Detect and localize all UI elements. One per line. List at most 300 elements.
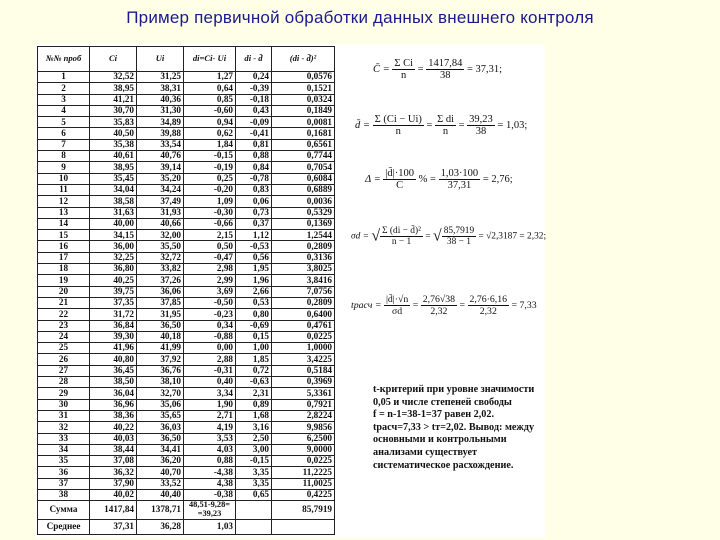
- cell-sq: 9,0000: [272, 444, 335, 455]
- cell-num: 17: [38, 252, 90, 263]
- note-line: tрасч=7,33 > tт=2,02. Вывод: между: [373, 421, 535, 433]
- table-row: [38, 94, 335, 105]
- cell-ui: 35,06: [137, 399, 184, 410]
- sum-label: Сумма: [38, 501, 90, 520]
- cell-dev: 0,56: [236, 252, 272, 263]
- delta-den-val: 37,31: [447, 180, 472, 191]
- header-sq: (di - d̄)²: [272, 47, 335, 72]
- cell-dev: 3,16: [236, 422, 272, 433]
- cell-sq: 0,1681: [272, 128, 335, 139]
- table-row: [38, 286, 335, 297]
- scanned-sheet: [35, 44, 545, 538]
- sigma-result: = √2,3187 = 2,32;: [478, 231, 547, 242]
- cell-ui: 41,99: [137, 343, 184, 354]
- t-num: |d̄|·√n: [385, 294, 409, 305]
- cell-num: 31: [38, 410, 90, 421]
- cell-dev: 0,89: [236, 399, 272, 410]
- cell-dev: -0,18: [236, 94, 272, 105]
- cell-ci: 36,84: [90, 320, 137, 331]
- cell-num: 25: [38, 343, 90, 354]
- table-row: [38, 162, 335, 173]
- cell-ui: 38,31: [137, 83, 184, 94]
- cell-sq: 3,8416: [272, 275, 335, 286]
- cell-num: 33: [38, 433, 90, 444]
- cell-dev: 0,83: [236, 184, 272, 195]
- cell-sq: 0,2809: [272, 297, 335, 308]
- table-row: [38, 196, 335, 207]
- cell-ui: 40,76: [137, 151, 184, 162]
- cell-num: 13: [38, 207, 90, 218]
- mean-ui: 36,28: [137, 519, 184, 534]
- c-mean-num: Σ Ci: [394, 58, 414, 69]
- cell-sq: 0,0081: [272, 117, 335, 128]
- sum-ui: 1378,71: [137, 501, 184, 520]
- table-row: [38, 388, 335, 399]
- cell-ci: 37,90: [90, 478, 137, 489]
- cell-num: 19: [38, 275, 90, 286]
- d-mean-mid: =: [426, 119, 433, 131]
- cell-num: 4: [38, 105, 90, 116]
- cell-num: 3: [38, 94, 90, 105]
- cell-ui: 38,10: [137, 377, 184, 388]
- table-row: [38, 117, 335, 128]
- cell-num: 5: [38, 117, 90, 128]
- cell-sq: 0,2809: [272, 241, 335, 252]
- cell-sq: 0,0576: [272, 72, 335, 83]
- cell-ui: 35,50: [137, 241, 184, 252]
- cell-di: 3,69: [184, 286, 236, 297]
- cell-dev: 1,96: [236, 275, 272, 286]
- cell-dev: 0,84: [236, 162, 272, 173]
- cell-ui: 39,88: [137, 128, 184, 139]
- cell-di: 1,27: [184, 72, 236, 83]
- header-num: №№ проб: [38, 47, 90, 72]
- sigma-lhs: σd =: [351, 231, 369, 242]
- cell-ci: 36,45: [90, 365, 137, 376]
- table-row: [38, 105, 335, 116]
- header-ci: Ci: [90, 47, 137, 72]
- cell-ci: 38,95: [90, 83, 137, 94]
- t-val-frac2: [468, 294, 510, 317]
- delta-lhs: Δ =: [365, 173, 381, 185]
- cell-sq: 0,1849: [272, 105, 335, 116]
- cell-ui: 36,50: [137, 320, 184, 331]
- cell-dev: 3,35: [236, 478, 272, 489]
- cell-ci: 31,63: [90, 207, 137, 218]
- sum-sq: 85,7919: [272, 501, 335, 520]
- cell-di: 3,34: [184, 388, 236, 399]
- cell-di: -0,31: [184, 365, 236, 376]
- delta-den: C̄: [396, 180, 404, 191]
- table-row: [38, 264, 335, 275]
- table-header-row: [38, 47, 335, 72]
- c-mean-frac: [392, 58, 415, 81]
- cell-ui: 31,25: [137, 72, 184, 83]
- cell-ci: 37,08: [90, 456, 137, 467]
- cell-sq: 1,2544: [272, 230, 335, 241]
- note-line: t-критерий при уровне значимости: [373, 384, 535, 395]
- cell-ci: 40,50: [90, 128, 137, 139]
- t-den-val2: 2,32: [479, 306, 497, 317]
- table-row: [38, 433, 335, 444]
- cell-di: -0,60: [184, 105, 236, 116]
- mean-di: 1,03: [184, 519, 236, 534]
- cell-num: 18: [38, 264, 90, 275]
- table-row: [38, 184, 335, 195]
- cell-num: 26: [38, 354, 90, 365]
- cell-num: 10: [38, 173, 90, 184]
- cell-ui: 34,24: [137, 184, 184, 195]
- cell-ui: 32,72: [137, 252, 184, 263]
- cell-di: -0,50: [184, 297, 236, 308]
- cell-di: 0,40: [184, 377, 236, 388]
- delta-result: = 2,76;: [482, 173, 513, 185]
- formula-d-mean: d̄ = $\frac{\Sigma (Ci - Ui)}{n}$ = $\frac{\text{Σ di}}{n}$ = $\frac{39,23}{38}$ = 1,03;: [355, 114, 528, 137]
- page-title: Пример первичной обработки данных внешнего контроля: [126, 8, 594, 27]
- cell-ci: 35,45: [90, 173, 137, 184]
- table-row: [38, 297, 335, 308]
- cell-dev: -0,39: [236, 83, 272, 94]
- cell-sq: 11,2225: [272, 467, 335, 478]
- d-mean-den-val: 38: [475, 126, 487, 137]
- cell-dev: 1,12: [236, 230, 272, 241]
- cell-sq: 0,5329: [272, 207, 335, 218]
- formula-c-mean: C̄ = $\frac{\text{Σ Ci}}{n}$ = $\frac{1417,84}{38}$ = 37,31;: [373, 58, 503, 81]
- cell-ci: 41,21: [90, 94, 137, 105]
- table-row: [38, 354, 335, 365]
- cell-ui: 34,89: [137, 117, 184, 128]
- cell-ci: 39,30: [90, 331, 137, 342]
- table-row: [38, 275, 335, 286]
- cell-ci: 40,00: [90, 218, 137, 229]
- cell-dev: 2,50: [236, 433, 272, 444]
- cell-ui: 36,03: [137, 422, 184, 433]
- cell-di: -0,38: [184, 489, 236, 500]
- cell-ci: 39,75: [90, 286, 137, 297]
- table-row: [38, 331, 335, 342]
- cell-ui: 40,70: [137, 467, 184, 478]
- table-row: [38, 218, 335, 229]
- c-mean-den-val: 38: [440, 70, 451, 81]
- cell-num: 34: [38, 444, 90, 455]
- cell-ui: 36,20: [137, 456, 184, 467]
- table-row: [38, 467, 335, 478]
- cell-di: 0,34: [184, 320, 236, 331]
- cell-ci: 38,36: [90, 410, 137, 421]
- cell-sq: 0,6400: [272, 309, 335, 320]
- c-mean-num-val: 1417,84: [428, 58, 463, 69]
- header-ui: Ui: [137, 47, 184, 72]
- cell-ui: 37,92: [137, 354, 184, 365]
- t-den: σd: [392, 306, 403, 317]
- cell-ci: 38,95: [90, 162, 137, 173]
- cell-di: 4,38: [184, 478, 236, 489]
- cell-num: 11: [38, 184, 90, 195]
- d-mean-result: = 1,03;: [497, 119, 528, 131]
- cell-sq: 0,4225: [272, 489, 335, 500]
- d-mean-den: n: [395, 126, 401, 137]
- cell-dev: -0,78: [236, 173, 272, 184]
- cell-di: 1,84: [184, 139, 236, 150]
- table-row: [38, 399, 335, 410]
- sqrt-icon-2: √: [432, 227, 442, 245]
- sqrt-icon: √: [371, 227, 381, 245]
- cell-di: -0,15: [184, 151, 236, 162]
- cell-ui: 36,50: [137, 433, 184, 444]
- note-line: f = n-1=38-1=37 равен 2,02.: [373, 409, 495, 421]
- table-row: [38, 128, 335, 139]
- cell-dev: 0,06: [236, 196, 272, 207]
- cell-ci: 40,03: [90, 433, 137, 444]
- cell-ui: 40,18: [137, 331, 184, 342]
- c-mean-val-frac: [426, 58, 464, 81]
- table-row: [38, 139, 335, 150]
- table-row: [38, 230, 335, 241]
- cell-ui: 37,49: [137, 196, 184, 207]
- sigma-den: n − 1: [391, 237, 412, 247]
- cell-ui: 37,85: [137, 297, 184, 308]
- cell-sq: 0,3969: [272, 377, 335, 388]
- cell-di: 2,98: [184, 264, 236, 275]
- cell-ci: 38,44: [90, 444, 137, 455]
- cell-ci: 38,58: [90, 196, 137, 207]
- cell-num: 9: [38, 162, 90, 173]
- cell-di: -0,19: [184, 162, 236, 173]
- cell-di: 2,71: [184, 410, 236, 421]
- cell-dev: 1,95: [236, 264, 272, 275]
- cell-ui: 39,14: [137, 162, 184, 173]
- delta-mid: % =: [418, 173, 436, 185]
- sum-row: [38, 501, 335, 520]
- cell-ci: 37,35: [90, 297, 137, 308]
- cell-sq: 0,6561: [272, 139, 335, 150]
- table-row: [38, 320, 335, 331]
- cell-ci: 36,32: [90, 467, 137, 478]
- cell-ci: 36,80: [90, 264, 137, 275]
- cell-num: 7: [38, 139, 90, 150]
- cell-num: 30: [38, 399, 90, 410]
- cell-di: 0,50: [184, 241, 236, 252]
- cell-dev: -0,63: [236, 377, 272, 388]
- cell-ci: 36,04: [90, 388, 137, 399]
- cell-dev: 0,88: [236, 151, 272, 162]
- cell-ci: 34,15: [90, 230, 137, 241]
- cell-ci: 40,22: [90, 422, 137, 433]
- table-row: [38, 410, 335, 421]
- cell-dev: 2,31: [236, 388, 272, 399]
- cell-sq: 0,0324: [272, 94, 335, 105]
- d-mean-den2: n: [442, 126, 449, 137]
- cell-di: 0,94: [184, 117, 236, 128]
- cell-ui: 33,82: [137, 264, 184, 275]
- d-mean-lhs: d̄ =: [355, 119, 370, 131]
- cell-num: 12: [38, 196, 90, 207]
- cell-di: 0,62: [184, 128, 236, 139]
- cell-sq: 0,3136: [272, 252, 335, 263]
- cell-num: 32: [38, 422, 90, 433]
- cell-ci: 31,72: [90, 309, 137, 320]
- table-row: [38, 343, 335, 354]
- cell-sq: 0,1369: [272, 218, 335, 229]
- mean-label: Среднее: [38, 519, 90, 534]
- cell-di: 0,64: [184, 83, 236, 94]
- cell-di: 0,00: [184, 343, 236, 354]
- cell-ci: 40,80: [90, 354, 137, 365]
- sigma-num: Σ (di − d̄)²: [382, 226, 421, 236]
- cell-di: -0,66: [184, 218, 236, 229]
- cell-ci: 40,61: [90, 151, 137, 162]
- d-mean-num2: Σ di: [437, 114, 454, 125]
- table-row: [38, 173, 335, 184]
- formula-delta: [365, 168, 513, 191]
- cell-num: 36: [38, 467, 90, 478]
- cell-ui: 40,40: [137, 489, 184, 500]
- table-row: [38, 365, 335, 376]
- cell-di: 3,53: [184, 433, 236, 444]
- c-mean-result: = 37,31;: [466, 63, 503, 75]
- cell-num: 23: [38, 320, 90, 331]
- cell-sq: 0,6084: [272, 173, 335, 184]
- cell-di: -0,88: [184, 331, 236, 342]
- cell-dev: 3,35: [236, 467, 272, 478]
- cell-di: -0,20: [184, 184, 236, 195]
- delta-val-frac: [439, 168, 481, 191]
- cell-ci: 34,04: [90, 184, 137, 195]
- sigma-val-frac: [442, 226, 476, 247]
- cell-ci: 40,02: [90, 489, 137, 500]
- formula-sigma: σd = √ $\frac{\text{Σ (di − d̄)²}}{n - 1}$ = √ $\frac{85,7919}{38 - 1}$ = √2,3187 = 2,32;: [351, 226, 547, 247]
- cell-sq: 0,0225: [272, 456, 335, 467]
- cell-ui: 33,52: [137, 478, 184, 489]
- sigma-val-den: 38 − 1: [446, 237, 471, 247]
- cell-dev: 0,24: [236, 72, 272, 83]
- c-mean-den: n: [401, 70, 407, 81]
- note-line: 0,05 и числе степеней свободы: [373, 396, 512, 408]
- mean-sq: [272, 519, 335, 534]
- t-val-frac: [421, 294, 457, 317]
- table-row: [38, 151, 335, 162]
- cell-num: 21: [38, 297, 90, 308]
- cell-ui: 34,41: [137, 444, 184, 455]
- cell-ui: 35,20: [137, 173, 184, 184]
- t-lhs: tрасч =: [351, 299, 382, 311]
- cell-ci: 41,96: [90, 343, 137, 354]
- cell-sq: 0,0036: [272, 196, 335, 207]
- table-row: [38, 456, 335, 467]
- sum-ci: 1417,84: [90, 501, 137, 520]
- cell-di: -0,30: [184, 207, 236, 218]
- cell-ui: 36,06: [137, 286, 184, 297]
- cell-dev: 0,53: [236, 297, 272, 308]
- table-row: [38, 377, 335, 388]
- cell-num: 2: [38, 83, 90, 94]
- cell-dev: 0,80: [236, 309, 272, 320]
- cell-dev: -0,41: [236, 128, 272, 139]
- cell-dev: 3,00: [236, 444, 272, 455]
- cell-sq: 0,5184: [272, 365, 335, 376]
- cell-dev: 0,72: [236, 365, 272, 376]
- table-row: [38, 252, 335, 263]
- cell-sq: 6,2500: [272, 433, 335, 444]
- cell-ui: 40,66: [137, 218, 184, 229]
- mean-dev: [236, 519, 272, 534]
- delta-num-val: 1,03·100: [440, 168, 479, 179]
- cell-ui: 32,00: [137, 230, 184, 241]
- sum-di: 48,51-9,28= =39,23: [184, 501, 236, 520]
- c-mean-lhs: C̄ =: [373, 63, 390, 75]
- cell-sq: 0,7054: [272, 162, 335, 173]
- t-result: = 7,33: [511, 299, 537, 311]
- cell-dev: 2,66: [236, 286, 272, 297]
- cell-ui: 31,30: [137, 105, 184, 116]
- cell-di: 2,99: [184, 275, 236, 286]
- cell-dev: 0,43: [236, 105, 272, 116]
- cell-num: 16: [38, 241, 90, 252]
- cell-ci: 36,96: [90, 399, 137, 410]
- cell-ci: 35,83: [90, 117, 137, 128]
- table-row: [38, 478, 335, 489]
- note-line: анализами существует: [373, 446, 477, 458]
- header-di: di=Ci- Ui: [184, 47, 236, 72]
- cell-num: 28: [38, 377, 90, 388]
- cell-dev: 0,81: [236, 139, 272, 150]
- cell-di: 1,09: [184, 196, 236, 207]
- table-row: [38, 72, 335, 83]
- cell-ui: 37,26: [137, 275, 184, 286]
- t-num-val: 2,76√38: [422, 294, 456, 305]
- cell-sq: 2,8224: [272, 410, 335, 421]
- cell-ui: 31,93: [137, 207, 184, 218]
- cell-sq: 0,0225: [272, 331, 335, 342]
- cell-dev: -0,15: [236, 456, 272, 467]
- delta-num: |d̄|·100: [385, 168, 415, 179]
- cell-num: 20: [38, 286, 90, 297]
- table-row: [38, 207, 335, 218]
- cell-sq: 0,7744: [272, 151, 335, 162]
- cell-num: 35: [38, 456, 90, 467]
- t-den-val: 2,32: [430, 306, 448, 317]
- cell-num: 1: [38, 72, 90, 83]
- cell-num: 29: [38, 388, 90, 399]
- cell-ci: 30,70: [90, 105, 137, 116]
- note-line: систематическое расхождение.: [373, 459, 514, 471]
- cell-dev: 1,85: [236, 354, 272, 365]
- sigma-frac: [380, 226, 423, 247]
- cell-sq: 1,0000: [272, 343, 335, 354]
- cell-dev: 0,73: [236, 207, 272, 218]
- cell-dev: 0,65: [236, 489, 272, 500]
- cell-num: 6: [38, 128, 90, 139]
- cell-num: 15: [38, 230, 90, 241]
- cell-di: 2,15: [184, 230, 236, 241]
- cell-sq: 11,0025: [272, 478, 335, 489]
- cell-di: 4,19: [184, 422, 236, 433]
- table-row: [38, 489, 335, 500]
- cell-sq: 3,8025: [272, 264, 335, 275]
- t-frac: [384, 294, 410, 317]
- cell-sq: 0,7921: [272, 399, 335, 410]
- cell-num: 14: [38, 218, 90, 229]
- mean-ci: 37,31: [90, 519, 137, 534]
- cell-dev: -0,09: [236, 117, 272, 128]
- cell-sq: 5,3361: [272, 388, 335, 399]
- cell-num: 8: [38, 151, 90, 162]
- formula-t: tрасч = $\frac{|d̄|\cdot√n}{\sigma d}$ = $\frac{2,76√38}{2,32}$ = $\frac{2,76\cdot 6,16}{2,32}$ = 7,33: [351, 294, 537, 317]
- cell-ci: 36,00: [90, 241, 137, 252]
- cell-di: 0,25: [184, 173, 236, 184]
- cell-num: 24: [38, 331, 90, 342]
- cell-di: -0,23: [184, 309, 236, 320]
